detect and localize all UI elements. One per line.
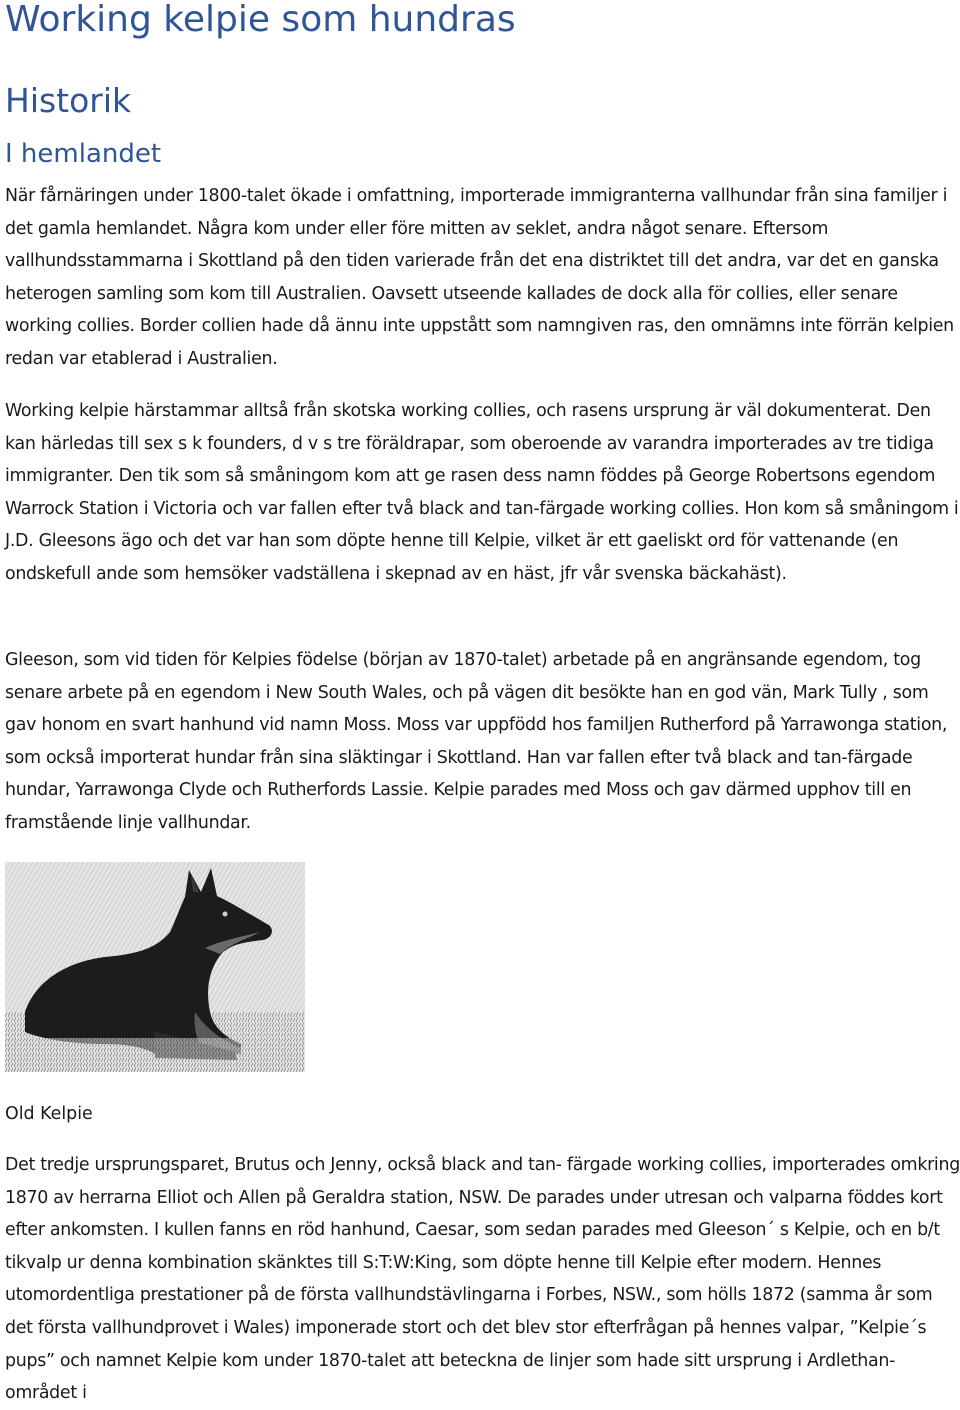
kelpie-photo xyxy=(5,862,305,1072)
document-title: Working kelpie som hundras xyxy=(5,0,516,40)
paragraph: Working kelpie härstammar alltså från skotska working collies, och rasens ursprung är väl dokumenterat. Den kan härledas till sex s k founders, d v s tre föräldrapar, som oberoende av varandra importerades av tre tidiga immigranter. Den tik som så småningom kom att ge rasen dess namn föddes på George Robertsons egendom Warrock Station i Victoria och var fallen efter två black and tan-färgade working collies. Hon kom så småningom i J.D. Gleesons ägo och det var han som döpte henne till Kelpie, vilket är ett gaeliskt ord för vattenande (en ondskefull ande som hemsöker vadställena i skepnad av en häst, jfr vår svenska bäckahäst). xyxy=(5,401,959,584)
paragraph: Det tredje ursprungsparet, Brutus och Jenny, också black and tan- färgade working collies, importerades omkring 1870 av herrarna Elliot och Allen på Geraldra station, NSW. De parades under utresan och valparna föddes kort efter ankomsten. I kullen fanns en röd hanhund, Caesar, som sedan parades med Gleeson´ s Kelpie, och en b/t tikvalp ur denna kombination skänktes till S:T:W:King, som döpte henne till Kelpie efter modern. Hennes utomordentliga prestationer på de första vallhundstävlingarna i Forbes, NSW., som hölls 1872 (samma år som det första vallhundprovet i Wales) imponerade stort och det blev stor efterfrågan på hennes valpar, ”Kelpie´s pups” och namnet Kelpie kom under 1870-talet att beteckna de linjer som hade sitt ursprung i Ardlethan-området i xyxy=(5,1155,960,1404)
figure-caption: Old Kelpie xyxy=(5,1104,93,1124)
section-heading: Historik xyxy=(5,81,132,120)
paragraph: När fårnäringen under 1800-talet ökade i omfattning, importerade immigranterna vallhundar från sina familjer i det gamla hemlandet. Några kom under eller före mitten av seklet, andra något senare. Eftersom vallhundsstammarna i Skottland på den tiden varierade från det ena distriktet till det andra, var det en ganska heterogen samling som kom till Australien. Oavsett utseende kallades de dock alla för collies, eller senare working collies. Border collien hade då ännu inte uppstått som namngiven ras, den omnämns inte förrän kelpien redan var etablerad i Australien. xyxy=(5,186,954,369)
paragraph: Gleeson, som vid tiden för Kelpies födelse (början av 1870-talet) arbetade på en angränsande egendom, tog senare arbete på en egendom i New South Wales, och på vägen dit besökte han en god vän, Mark Tully , som gav honom en svart hanhund vid namn Moss. Moss var uppfödd hos familjen Rutherford på Yarrawonga station, som också importerat hundar från sina släktingar i Skottland. Han var fallen efter två black and tan-färgade hundar, Yarrawonga Clyde och Rutherfords Lassie. Kelpie parades med Moss och gav därmed upphov till en framstående linje vallhundar. xyxy=(5,650,948,833)
subsection-heading: I hemlandet xyxy=(5,139,162,169)
